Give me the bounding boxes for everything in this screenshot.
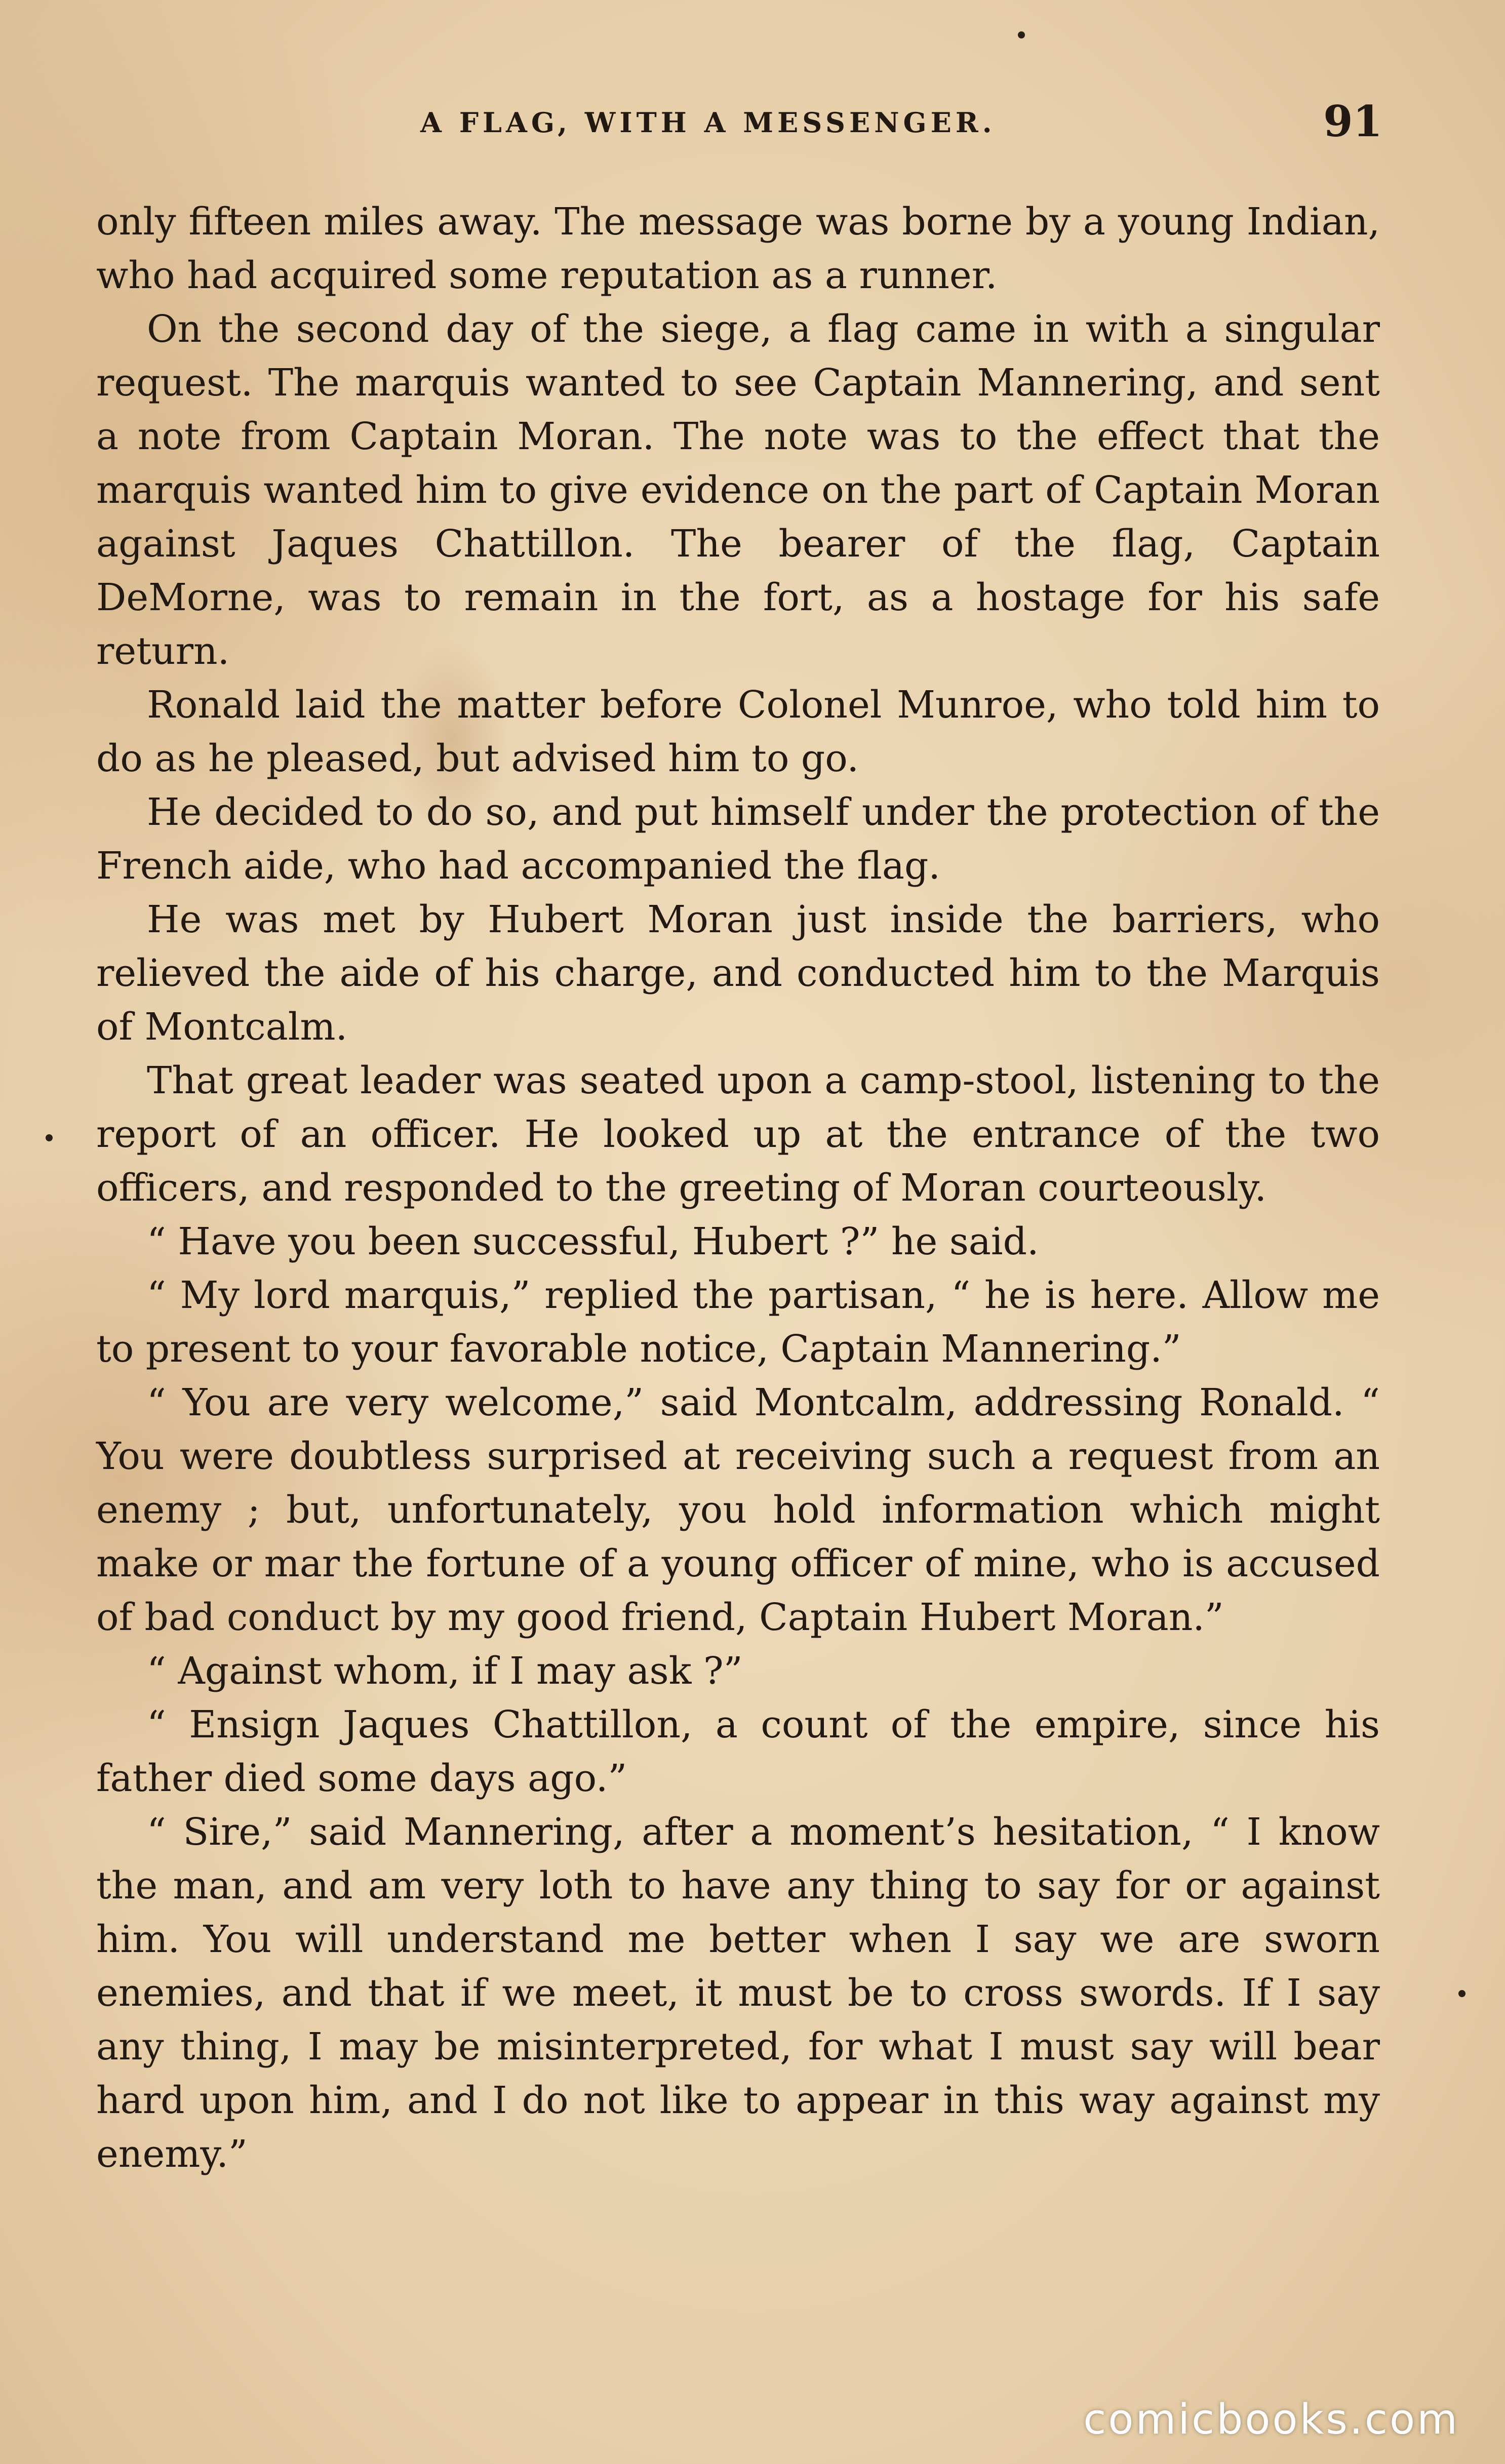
- page-number: 91: [1323, 96, 1382, 146]
- watermark: comicbooks.com: [1083, 2396, 1459, 2444]
- paragraph: “ Ensign Jaques Chattillon, a count of the empire, since his father died some days ago.”: [96, 1703, 1380, 1800]
- paragraph: Ronald laid the matter before Colonel Munroe, who told him to do as he pleased, but advised him to go.: [96, 683, 1380, 780]
- body-text: [96, 195, 1380, 2181]
- paragraph: On the second day of the siege, a flag came in with a singular request. The marquis wanted to see Captain Mannering, and sent a note from Captain Moran. The note was to the effect that the marquis wanted him to give evidence on the part of Captain Moran against Jaques Chattillon. The bearer of the flag, Captain DeMorne, was to remain in the fort, as a hostage for his safe return.: [96, 307, 1380, 673]
- ink-speck: [1018, 31, 1025, 38]
- paragraph: He decided to do so, and put himself under the protection of the French aide, who had accompanied the flag.: [96, 790, 1380, 888]
- paragraph: That great leader was seated upon a camp-stool, listening to the report of an officer. He looked up at the entrance of the two officers, and responded to the greeting of Moran courteously.: [96, 1059, 1380, 1210]
- page-header: [96, 96, 1382, 152]
- paragraph: only fifteen miles away. The message was borne by a young Indian, who had acquired some reputation as a runner.: [96, 200, 1380, 297]
- paragraph: “ You are very welcome,” said Montcalm, addressing Ronald. “ You were doubtless surprised at receiving such a request from an enemy ; but, unfortunately, you hold information which might make or mar the fortune of a young officer of mine, who is accused of bad conduct by my good friend, Captain Hubert Moran.”: [96, 1381, 1380, 1639]
- paragraph: He was met by Hubert Moran just inside the barriers, who relieved the aide of his charge, and conducted him to the Marquis of Montcalm.: [96, 898, 1380, 1049]
- paragraph: “ Have you been successful, Hubert ?” he said.: [147, 1220, 1039, 1263]
- paragraph: “ Sire,” said Mannering, after a moment’s hesitation, “ I know the man, and am very loth to have any thing to say for or against him. You will understand me better when I say we are sworn enemies, and that if we meet, it must be to cross swords. If I say any thing, I may be misinterpreted, for what I must say will bear hard upon him, and I do not like to appear in this way against my enemy.”: [96, 1810, 1380, 2176]
- running-head: A FLAG, WITH A MESSENGER.: [420, 106, 996, 139]
- ink-speck: [1458, 1990, 1466, 1997]
- paragraph: “ My lord marquis,” replied the partisan, “ he is here. Allow me to present to your favorable notice, Captain Mannering.”: [96, 1274, 1380, 1371]
- ink-speck: [46, 1134, 53, 1141]
- paragraph: “ Against whom, if I may ask ?”: [147, 1649, 743, 1693]
